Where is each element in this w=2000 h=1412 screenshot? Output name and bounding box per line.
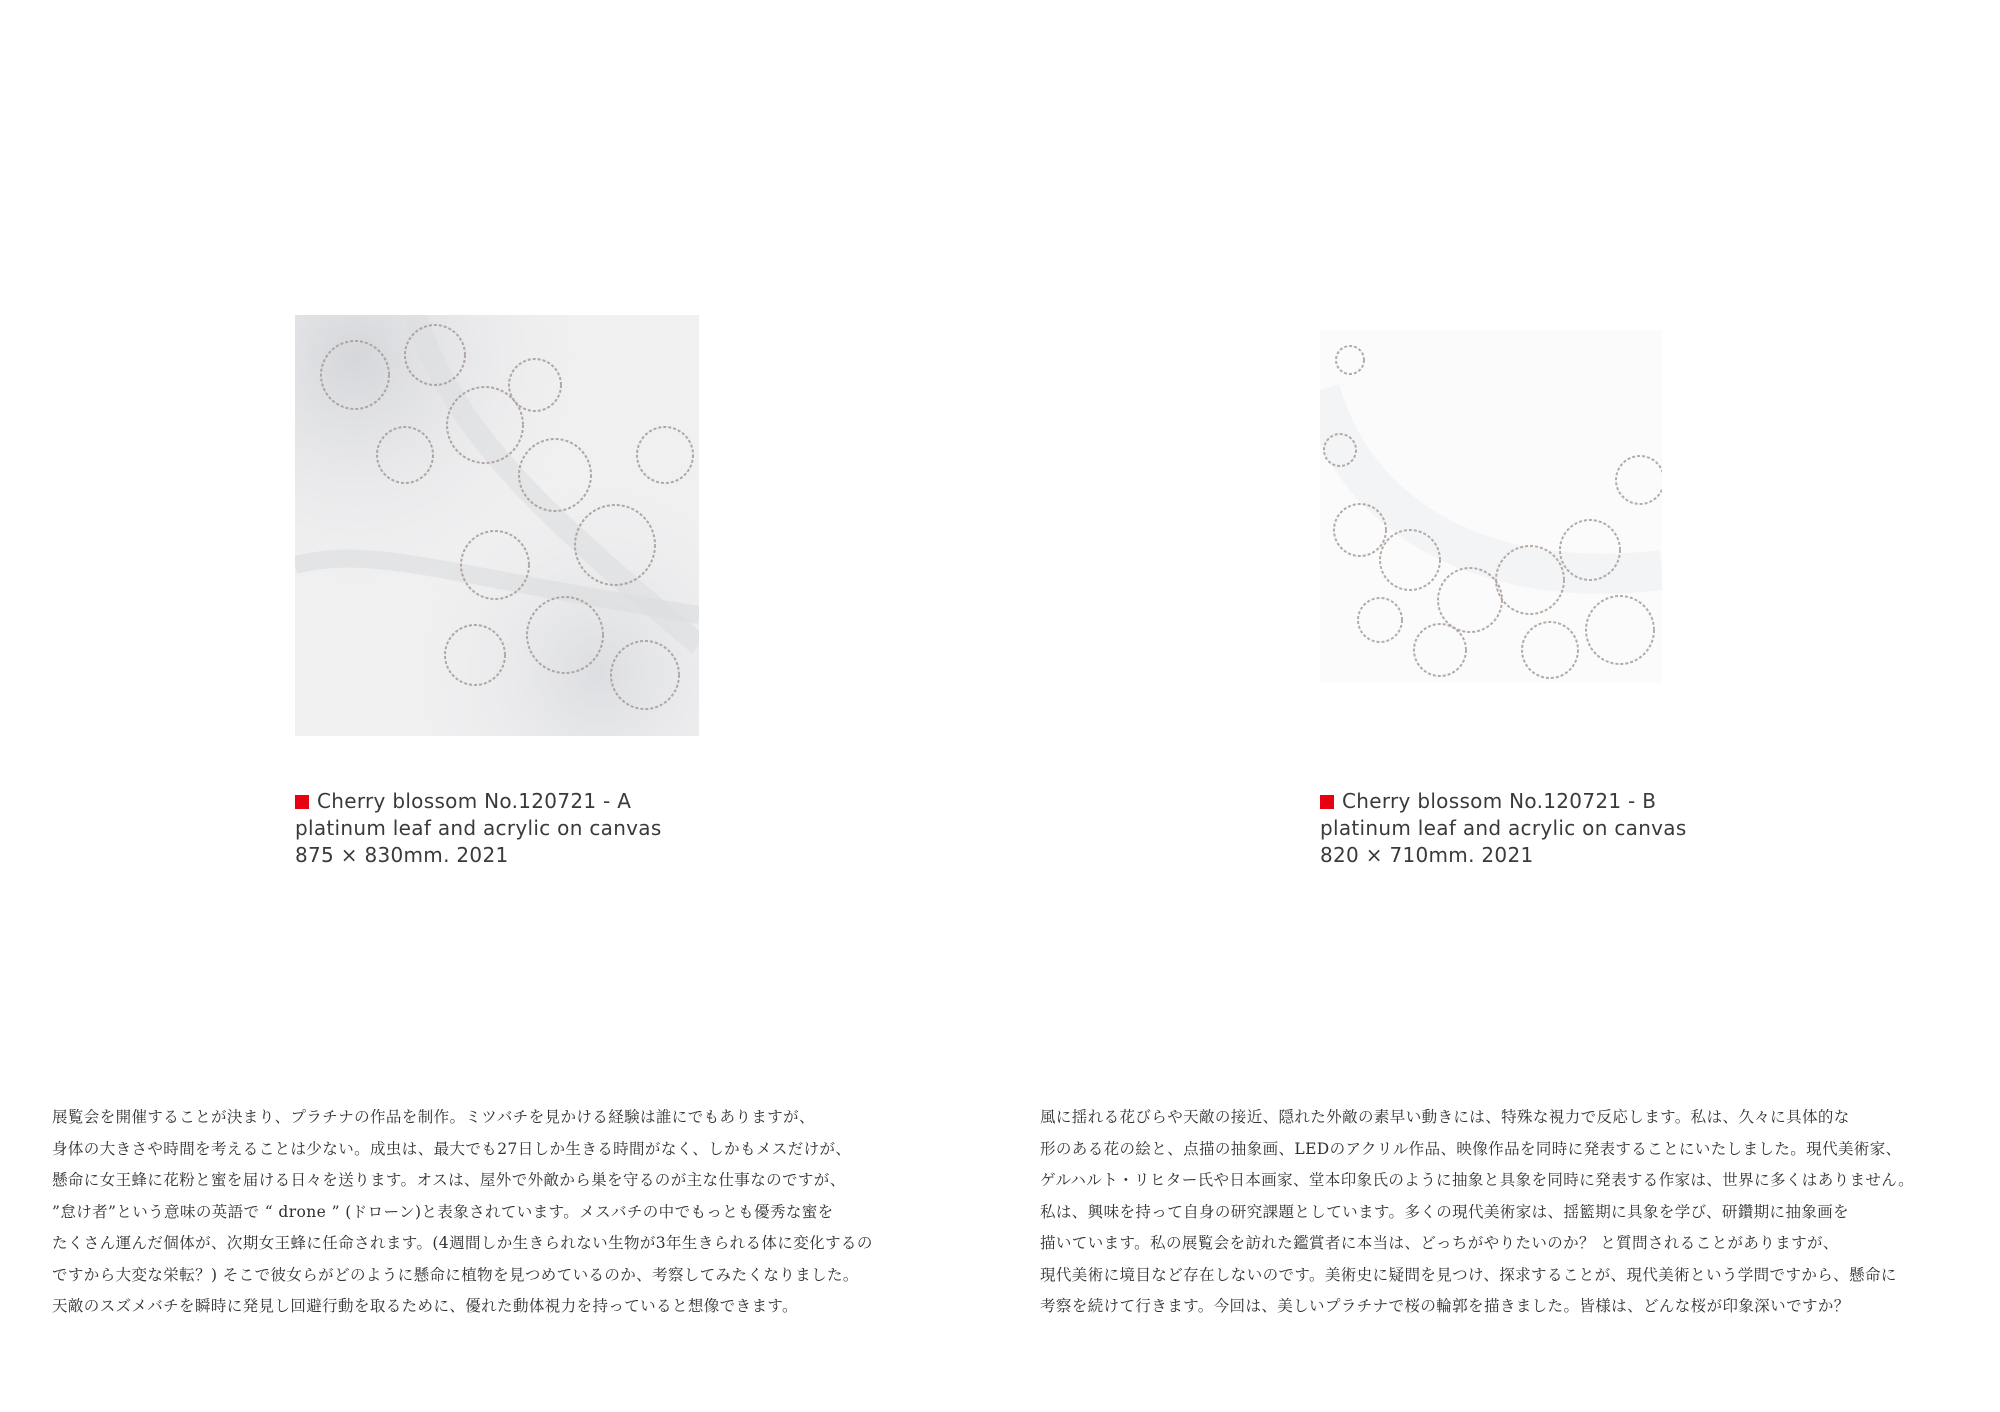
essay-line: 形のある花の絵と、点描の抽象画、LEDのアクリル作品、映像作品を同時に発表することにいたしました。現代美術家、: [1040, 1139, 1902, 1158]
red-square-marker-icon: [1320, 795, 1334, 809]
essay-line: 現代美術に境目など存在しないのです。美術史に疑問を見つけ、探求することが、現代美術という学問ですから、懸命に: [1040, 1265, 1897, 1284]
artwork-size-year: 875 × 830mm. 2021: [295, 843, 509, 867]
artwork-caption-b: [1320, 788, 1687, 869]
artwork-medium: platinum leaf and acrylic on canvas: [295, 816, 662, 840]
essay-line: 考察を続けて行きます。今回は、美しいプラチナで桜の輪郭を描きました。皆様は、どんな桜が印象深いですか？: [1040, 1297, 1850, 1315]
artwork-medium: platinum leaf and acrylic on canvas: [1320, 816, 1687, 840]
artwork-image-a: [295, 315, 699, 736]
artwork-title: Cherry blossom No.120721 - A: [317, 789, 632, 813]
artwork-image-b: [1320, 330, 1662, 683]
essay-left-column: [52, 1102, 873, 1323]
essay-line: 描いています。私の展覧会を訪れた鑑賞者に本当は、どっちがやりたいのか？ と質問されることがありますが、: [1040, 1234, 1839, 1252]
essay-line: 風に揺れる花びらや天敵の接近、隠れた外敵の素早い動きには、特殊な視力で反応します。私は、久々に具体的な: [1040, 1108, 1850, 1126]
cherry-blossom-painting-b: [1320, 330, 1662, 683]
essay-line: ”怠け者”という意味の英語で “ drone ” (ドローン)と表象されています。メスバチの中でもっとも優秀な蜜を: [52, 1202, 834, 1221]
essay-line: ゲルハルト・リヒター氏や日本画家、堂本印象氏のように抽象と具象を同時に発表する作家は、世界に多くはありません。: [1040, 1171, 1915, 1189]
essay-line: 懸命に女王蜂に花粉と蜜を届ける日々を送ります。オスは、屋外で外敵から巣を守るのが主な仕事なのですが、: [52, 1171, 846, 1189]
essay-line: 私は、興味を持って自身の研究課題としています。多くの現代美術家は、揺籃期に具象を学び、研鑽期に抽象画を: [1040, 1202, 1850, 1221]
essay-right-column: [1040, 1102, 1914, 1323]
artwork-title: Cherry blossom No.120721 - B: [1342, 789, 1657, 813]
essay-line: 展覧会を開催することが決まり、プラチナの作品を制作。ミツバチを見かける経験は誰にでもありますが、: [52, 1108, 815, 1126]
caption-title-line: [1320, 788, 1687, 815]
essay-line: ですから大変な栄転？) そこで彼女らがどのように懸命に植物を見つめているのか、考察してみたくなりました。: [52, 1265, 859, 1284]
artwork-size-year: 820 × 710mm. 2021: [1320, 843, 1534, 867]
red-square-marker-icon: [295, 795, 309, 809]
essay-line: 身体の大きさや時間を考えることは少ない。成虫は、最大でも27日しか生きる時間がなく、しかもメスだけが、: [52, 1139, 852, 1158]
essay-line: 天敵のスズメバチを瞬時に発見し回避行動を取るために、優れた動体視力を持っていると想像できます。: [52, 1297, 798, 1315]
caption-title-line: [295, 788, 662, 815]
artwork-caption-a: [295, 788, 662, 869]
cherry-blossom-painting-a: [295, 315, 699, 736]
essay-line: たくさん運んだ個体が、次期女王蜂に任命されます。(4週間しか生きられない生物が3年生きられる体に変化するの: [52, 1234, 873, 1252]
